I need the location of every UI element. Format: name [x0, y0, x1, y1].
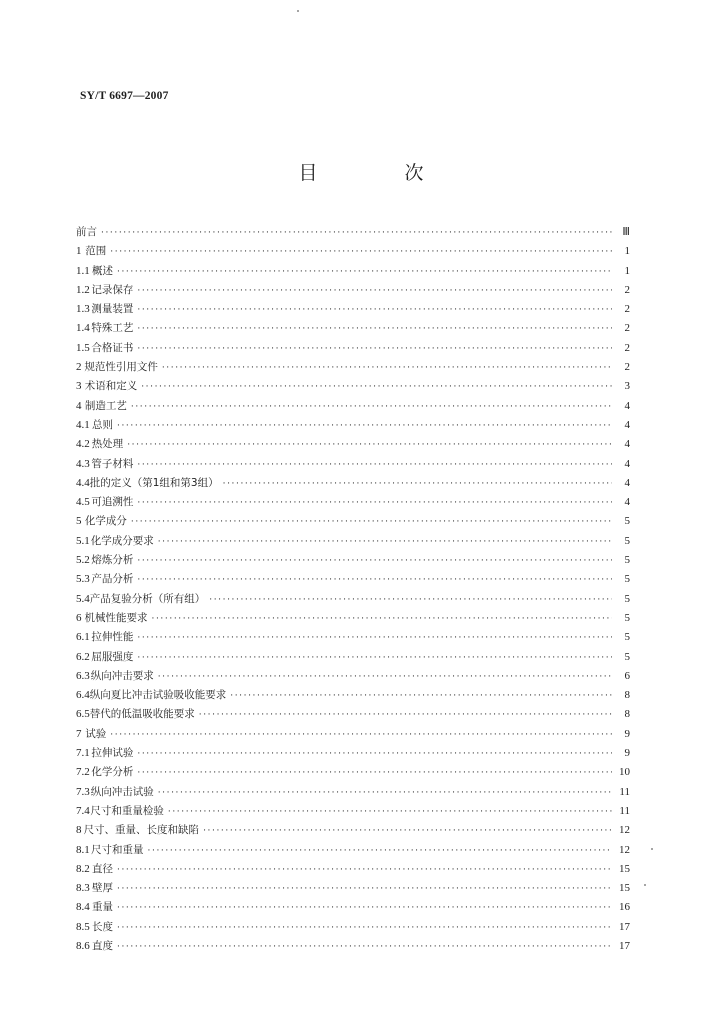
toc-entry-page: 5 — [624, 573, 630, 586]
toc-entry[interactable] — [76, 879, 630, 898]
toc-entry-number: 8 — [76, 824, 82, 837]
toc-entry-title: 可追溯性 — [91, 496, 134, 509]
toc-dot-leader — [223, 475, 612, 494]
toc-entry-title: 纵向冲击要求 — [90, 669, 154, 682]
toc-entry-page: 1 — [624, 264, 630, 277]
toc-entry-page: 4 — [624, 457, 630, 470]
toc-dot-leader — [137, 320, 612, 339]
toc-entry-number: 4 — [76, 399, 82, 412]
toc-entry-page: 3 — [624, 380, 630, 393]
toc-entry-title: 化学成分 — [84, 515, 127, 528]
toc-entry-number: 1.5 — [76, 341, 90, 354]
toc-entry-page: 17 — [619, 920, 630, 933]
toc-entry-title: 合格证书 — [91, 341, 134, 354]
toc-entry-title: 尺寸、重量、长度和缺陷 — [83, 824, 200, 837]
toc-entry-title: 长度 — [92, 920, 114, 933]
toc-entry[interactable] — [76, 783, 630, 802]
toc-entry-page: 5 — [624, 534, 630, 547]
toc-entry-page: 11 — [619, 804, 630, 817]
scan-speck — [651, 848, 653, 850]
toc-entry-title: 术语和定义 — [84, 380, 138, 393]
toc-dot-leader — [137, 649, 612, 668]
toc-entry[interactable] — [76, 570, 630, 589]
toc-entry-number: 2 — [76, 361, 82, 374]
toc-entry-title: 规范性引用文件 — [84, 361, 158, 374]
toc-entry-title: 机械性能要求 — [84, 611, 148, 624]
toc-entry[interactable] — [76, 262, 630, 281]
toc-entry[interactable] — [76, 281, 630, 300]
toc-dot-leader — [117, 263, 612, 282]
toc-entry-title: 熔炼分析 — [91, 554, 134, 567]
toc-entry-page: 2 — [624, 341, 630, 354]
toc-dot-leader — [148, 842, 612, 861]
toc-entry-number: 6 — [76, 611, 82, 624]
toc-dot-leader — [168, 803, 612, 822]
toc-entry[interactable] — [76, 300, 630, 319]
toc-entry-number: 7.3 — [76, 785, 90, 798]
toc-entry-number: 4.1 — [76, 418, 90, 431]
toc-entry[interactable] — [76, 667, 630, 686]
toc-entry-title: 范围 — [85, 245, 107, 258]
toc-entry[interactable] — [76, 898, 630, 917]
toc-entry-page: 1 — [624, 245, 630, 258]
toc-entry-number: 6.3 — [76, 669, 90, 682]
toc-dot-leader — [209, 591, 612, 610]
toc-entry-title: 测量装置 — [91, 303, 134, 316]
toc-entry[interactable] — [76, 648, 630, 667]
page-title: 目 次 — [298, 162, 458, 184]
toc-dot-leader — [110, 726, 612, 745]
toc-entry-number: 7.1 — [76, 747, 90, 760]
toc-entry-title: 纵向夏比冲击试验吸收能要求 — [89, 689, 227, 702]
toc-dot-leader — [137, 764, 612, 783]
toc-entry-number: 8.4 — [76, 901, 90, 914]
toc-entry-number: 5 — [76, 515, 82, 528]
toc-entry[interactable] — [76, 416, 630, 435]
toc-entry-title: 产品复验分析（所有组） — [89, 592, 206, 605]
toc-entry-title: 尺寸和重量检验 — [90, 804, 164, 817]
toc-entry-page: 12 — [619, 824, 630, 837]
toc-entry-title: 尺寸和重量 — [91, 843, 144, 856]
toc-dot-leader — [117, 938, 612, 957]
toc-entry-title: 重量 — [92, 901, 114, 914]
toc-entry-title: 热处理 — [91, 438, 124, 451]
toc-entry[interactable] — [76, 860, 630, 879]
toc-dot-leader — [137, 301, 612, 320]
toc-entry-number: 1.4 — [76, 322, 90, 335]
toc-entry-number: 4.2 — [76, 438, 90, 451]
toc-dot-leader — [131, 398, 612, 417]
toc-entry[interactable] — [76, 821, 630, 840]
toc-entry[interactable] — [76, 744, 630, 763]
toc-entry-page: 16 — [619, 901, 630, 914]
toc-entry-page: 15 — [619, 862, 630, 875]
toc-entry-page: 2 — [624, 322, 630, 335]
toc-entry[interactable] — [76, 435, 630, 454]
toc-entry-title: 屈服强度 — [91, 650, 134, 663]
toc-dot-leader — [131, 513, 612, 532]
toc-entry-page: 2 — [624, 361, 630, 374]
toc-entry-page: 9 — [624, 747, 630, 760]
toc-entry-number: 5.1 — [76, 534, 90, 547]
toc-entry[interactable] — [76, 223, 630, 242]
toc-dot-leader — [101, 224, 612, 243]
toc-entry-page: 4 — [624, 476, 630, 489]
toc-dot-leader — [141, 378, 612, 397]
toc-entry-number: 3 — [76, 380, 82, 393]
toc-entry-number: 1 — [76, 245, 82, 258]
toc-entry-number: 6.5 — [76, 708, 90, 721]
toc-dot-leader — [117, 417, 612, 436]
toc-entry[interactable] — [76, 590, 630, 609]
toc-dot-leader — [127, 436, 612, 455]
toc-entry-number: 4.4 — [76, 476, 90, 489]
toc-entry-title: 纵向冲击试验 — [90, 785, 154, 798]
toc-entry-number: 5.3 — [76, 573, 90, 586]
toc-entry-title: 批的定义（第1组和第3组） — [89, 476, 219, 489]
toc-entry-title: 直径 — [92, 862, 114, 875]
toc-dot-leader — [137, 494, 612, 513]
toc-entry-number: 7.4 — [76, 804, 90, 817]
toc-entry-title: 记录保存 — [91, 283, 134, 296]
toc-dot-leader — [110, 243, 612, 262]
toc-dot-leader — [117, 861, 612, 880]
toc-dot-leader — [137, 571, 612, 590]
toc-entry-title: 直度 — [92, 939, 114, 952]
toc-entry-page: Ⅲ — [622, 226, 630, 238]
toc-entry-number: 8.6 — [76, 939, 90, 952]
toc-entry[interactable] — [76, 474, 630, 493]
toc-entry-title: 壁厚 — [92, 882, 114, 895]
toc-entry-number: 1.3 — [76, 303, 90, 316]
toc-dot-leader — [158, 784, 612, 803]
toc-entry-title: 总则 — [92, 418, 114, 431]
toc-entry-number: 4.3 — [76, 457, 90, 470]
toc-dot-leader — [117, 919, 612, 938]
toc-entry-page: 11 — [619, 785, 630, 798]
toc-entry-page: 15 — [619, 882, 630, 895]
toc-dot-leader — [137, 456, 612, 475]
toc-entry-number: 5.4 — [76, 592, 90, 605]
scan-speck — [297, 10, 299, 12]
toc-entry[interactable] — [76, 242, 630, 261]
toc-entry-page: 5 — [624, 631, 630, 644]
toc-entry-page: 5 — [624, 611, 630, 624]
scan-speck — [644, 884, 646, 886]
toc-dot-leader — [230, 687, 612, 706]
toc-dot-leader — [137, 340, 612, 359]
toc-entry-page: 6 — [624, 669, 630, 682]
toc-entry-title: 拉伸性能 — [91, 631, 134, 644]
toc-entry-title: 化学分析 — [91, 766, 134, 779]
toc-entry[interactable] — [76, 397, 630, 416]
toc-entry-title: 概述 — [92, 264, 114, 277]
toc-dot-leader — [137, 745, 612, 764]
toc-entry[interactable] — [76, 551, 630, 570]
toc-entry-number: 6.1 — [76, 631, 90, 644]
toc-entry[interactable] — [76, 609, 630, 628]
toc-entry[interactable] — [76, 377, 630, 396]
toc-dot-leader — [158, 533, 612, 552]
toc-entry-title: 前言 — [76, 226, 97, 238]
toc-entry[interactable] — [76, 705, 630, 724]
toc-entry-title: 制造工艺 — [84, 399, 127, 412]
toc-entry-page: 5 — [624, 650, 630, 663]
toc-entry-number: 8.1 — [76, 843, 90, 856]
toc-dot-leader — [117, 899, 612, 918]
toc-dot-leader — [117, 880, 612, 899]
toc-entry[interactable] — [76, 686, 630, 705]
toc-entry-page: 12 — [619, 843, 630, 856]
toc-entry-page: 2 — [624, 303, 630, 316]
toc-entry[interactable] — [76, 339, 630, 358]
toc-dot-leader — [137, 282, 612, 301]
toc-entry-page: 4 — [624, 496, 630, 509]
toc-entry-title: 特殊工艺 — [91, 322, 134, 335]
toc-entry-title: 拉伸试验 — [91, 747, 134, 760]
toc-entry-number: 6.2 — [76, 650, 90, 663]
toc-entry-page: 4 — [624, 418, 630, 431]
toc-entry[interactable] — [76, 937, 630, 956]
toc-entry[interactable] — [76, 918, 630, 937]
toc-entry[interactable] — [76, 358, 630, 377]
toc-entry-number: 8.5 — [76, 920, 90, 933]
toc-entry-page: 5 — [624, 554, 630, 567]
toc-dot-leader — [137, 629, 612, 648]
toc-dot-leader — [152, 610, 612, 629]
toc-entry-page: 4 — [624, 438, 630, 451]
toc-entry-page: 5 — [624, 515, 630, 528]
toc-entry[interactable] — [76, 841, 630, 860]
toc-entry-number: 1.1 — [76, 264, 90, 277]
toc-entry-number: 4.5 — [76, 496, 90, 509]
toc-entry-title: 替代的低温吸收能要求 — [89, 708, 195, 721]
toc-dot-leader — [199, 706, 612, 725]
toc-entry-title: 化学成分要求 — [90, 534, 154, 547]
toc-dot-leader — [162, 359, 612, 378]
toc-entry-page: 17 — [619, 939, 630, 952]
toc-entry[interactable] — [76, 763, 630, 782]
toc-entry[interactable] — [76, 493, 630, 512]
toc-entry[interactable] — [76, 512, 630, 531]
toc-entry-title: 试验 — [85, 727, 107, 740]
toc-entry-page: 10 — [619, 766, 630, 779]
toc-entry-page: 8 — [624, 689, 630, 702]
toc-entry-number: 8.2 — [76, 862, 90, 875]
toc-dot-leader — [203, 822, 612, 841]
toc-entry-number: 8.3 — [76, 882, 90, 895]
toc-entry[interactable] — [76, 725, 630, 744]
toc-entry-page: 4 — [624, 399, 630, 412]
toc-entry-number: 5.2 — [76, 554, 90, 567]
document-code: SY/T 6697—2007 — [80, 90, 169, 102]
toc-dot-leader — [158, 668, 612, 687]
toc-entry-page: 9 — [624, 727, 630, 740]
toc-entry-page: 2 — [624, 283, 630, 296]
toc-entry[interactable] — [76, 802, 630, 821]
toc-dot-leader — [137, 552, 612, 571]
toc-entry[interactable] — [76, 532, 630, 551]
toc-entry-title: 产品分析 — [91, 573, 134, 586]
toc-entry-title: 管子材料 — [91, 457, 134, 470]
toc-entry[interactable] — [76, 319, 630, 338]
toc-entry[interactable] — [76, 628, 630, 647]
toc-entry-page: 5 — [624, 592, 630, 605]
toc-entry-number: 7 — [76, 727, 82, 740]
table-of-contents — [76, 223, 630, 956]
toc-entry-number: 7.2 — [76, 766, 90, 779]
toc-entry-number: 6.4 — [76, 689, 90, 702]
toc-entry-page: 8 — [624, 708, 630, 721]
toc-entry-number: 1.2 — [76, 283, 90, 296]
toc-entry[interactable] — [76, 455, 630, 474]
